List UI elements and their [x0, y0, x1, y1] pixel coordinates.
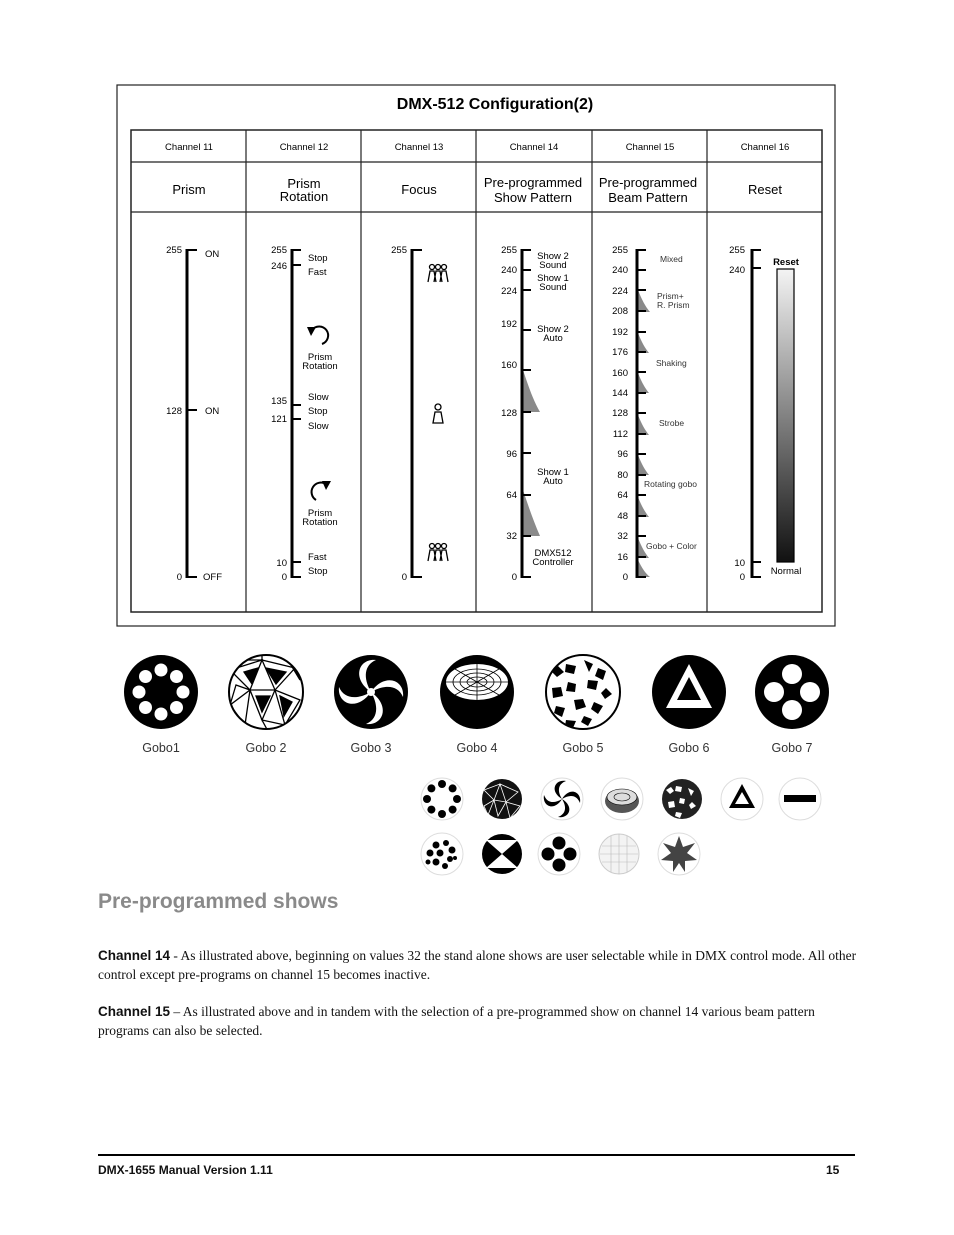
ch16-tick-240: 240: [729, 265, 745, 276]
ch14-tick-128: 128: [501, 408, 517, 419]
paragraph-channel-14-text: - As illustrated above, beginning on values 32 the stand alone shows are user selectable while in DMX control mode. All other control except pre-programs on channel 15 becomes inactive.: [98, 948, 857, 982]
ch16-function: Reset: [748, 182, 782, 197]
ch16-tick-0: 0: [739, 572, 745, 583]
ch15-label-mixed: Mixed: [660, 254, 683, 264]
ch16-tick-10: 10: [734, 558, 745, 569]
gobo-3-icon: [334, 655, 408, 729]
ch15-tick-160: 160: [612, 368, 628, 379]
small-gobo-bar-icon: [779, 778, 821, 820]
ch15-tick-224: 224: [612, 286, 628, 297]
ch14-show1-sound-1: Show 1: [537, 273, 569, 284]
ch15-function-line2: Beam Pattern: [608, 190, 688, 205]
ch15-tick-176: 176: [612, 347, 628, 358]
channel-headers: [165, 142, 789, 153]
paragraph-channel-15: [98, 1002, 858, 1040]
small-gobo-tunnel-icon: [601, 778, 643, 820]
channel-12-header: Channel 12: [279, 142, 329, 153]
ch13-tick-255: 255: [391, 245, 407, 256]
ch12-rot-label-2b: Rotation: [302, 517, 338, 528]
gobo-6-label: Gobo 6: [668, 741, 710, 755]
small-gobo-mesh-icon: [599, 834, 639, 874]
people-group-icon-bottom: [428, 544, 448, 562]
ch12-label-fast-top: Fast: [308, 267, 327, 278]
gobo-7-label: Gobo 7: [771, 741, 813, 755]
small-gobo-four-dots-icon: [538, 833, 580, 875]
ch15-tick-0: 0: [622, 572, 628, 583]
ch14-tick-224: 224: [501, 286, 517, 297]
ch15-tick-16: 16: [617, 552, 628, 563]
person-icon: [433, 404, 443, 423]
ch15-tick-192: 192: [612, 327, 628, 338]
ch14-tick-240: 240: [501, 265, 517, 276]
ch15-tick-48: 48: [617, 511, 628, 522]
ch14-tick-192: 192: [501, 319, 517, 330]
ch11-scale: [166, 245, 222, 583]
gobo-1-icon: [124, 655, 198, 729]
gobo-7-icon: [755, 655, 829, 729]
ch13-tick-0: 0: [401, 572, 407, 583]
ch15-tick-64: 64: [617, 490, 628, 501]
ch14-dmx-controller-1: DMX512: [534, 548, 572, 559]
small-gobo-hourglass-icon: [482, 834, 522, 874]
channel-16-header: Channel 16: [740, 142, 790, 153]
ch14-show2-sound-1: Show 2: [537, 251, 569, 262]
ch15-tick-208: 208: [612, 306, 628, 317]
gobo-labels: [142, 741, 812, 755]
paragraph-channel-15-text: – As illustrated above and in tandem with the selection of a pre-programmed show on channel 14 various beam pattern programs can also be selected.: [98, 1004, 815, 1038]
gobo-4-label: Gobo 4: [456, 741, 498, 755]
ch14-show2-sound-2: Sound: [539, 260, 567, 271]
ch14-tick-32: 32: [506, 531, 517, 542]
ch14-tick-0: 0: [511, 572, 517, 583]
ch14-show1-sound-2: Sound: [539, 282, 567, 293]
gobo-5-label: Gobo 5: [562, 741, 604, 755]
gobo-2-icon: [229, 650, 303, 735]
ch11-label-off: OFF: [203, 572, 222, 583]
footer-manual-version: DMX-1655 Manual Version 1.11: [98, 1163, 273, 1177]
ch15-scale: [612, 245, 697, 583]
small-gobo-texture-icon: [662, 779, 702, 819]
reset-gradient-bar: [777, 269, 794, 562]
ch15-label-rotating-gobo: Rotating gobo: [644, 479, 697, 489]
ch14-function-line2: Show Pattern: [493, 190, 573, 205]
ch12-rot-label-2a: Prism: [307, 508, 333, 519]
ch11-tick-0: 0: [176, 572, 182, 583]
ch12-scale: [271, 245, 338, 583]
ch12-tick-255: 255: [271, 245, 287, 256]
ch11-tick-128: 128: [166, 406, 182, 417]
channel-11-header: Channel 11: [165, 142, 213, 153]
rotation-ccw-icon: [307, 326, 328, 344]
ch12-tick-10: 10: [276, 558, 287, 569]
section-title: Pre-programmed shows: [98, 890, 339, 913]
ch15-label-gobo-color: Gobo + Color: [646, 541, 697, 551]
channel-13-header: Channel 13: [394, 142, 444, 153]
ch15-tick-32: 32: [617, 531, 628, 542]
ch14-scale: [501, 245, 573, 583]
ch15-tick-96: 96: [617, 449, 628, 460]
ch12-tick-135: 135: [271, 396, 287, 407]
rotation-cw-icon: [312, 481, 331, 500]
ch12-label-stop-mid: Stop: [308, 406, 328, 417]
gobo-5-icon: [546, 655, 620, 729]
ch12-label-stop-top: Stop: [308, 253, 328, 264]
small-gobo-triangle-icon: [721, 778, 763, 820]
ch14-tick-255: 255: [501, 245, 517, 256]
ch14-show1-auto-1: Show 1: [537, 467, 569, 478]
footer-rule: [98, 1154, 855, 1156]
ch14-tick-160: 160: [501, 360, 517, 371]
ch11-function: Prism: [172, 182, 206, 197]
ch15-tick-255: 255: [612, 245, 628, 256]
ch14-tick-96: 96: [506, 449, 517, 460]
channel-functions: [172, 175, 782, 205]
ch14-dmx-controller-2: Controller: [532, 557, 574, 568]
ch15-function-line1: Pre-programmed: [598, 175, 698, 190]
ch11-label-on-mid: ON: [205, 406, 220, 417]
ch12-label-stop-bottom: Stop: [308, 566, 328, 577]
ch11-tick-255: 255: [166, 245, 182, 256]
ch11-label-on-top: ON: [205, 249, 220, 260]
ch12-rot-label-1a: Prism: [307, 352, 333, 363]
channel-15-header: Channel 15: [625, 142, 675, 153]
channel-14-header: Channel 14: [509, 142, 559, 153]
small-gobo-dot-cluster-icon: [421, 833, 463, 875]
ch15-tick-112: 112: [612, 429, 628, 440]
ch14-show1-auto-2: Auto: [543, 476, 563, 487]
ch16-tick-255: 255: [729, 245, 745, 256]
ch12-tick-246: 246: [271, 261, 287, 272]
ch15-label-shaking: Shaking: [656, 358, 687, 368]
gobo-4-icon: [440, 655, 514, 729]
small-gobo-shards-icon: [482, 779, 522, 819]
ch15-tick-80: 80: [617, 470, 628, 481]
ch12-tick-0: 0: [281, 572, 287, 583]
ch13-function: Focus: [401, 182, 437, 197]
gobo-2-label: Gobo 2: [245, 741, 287, 755]
paragraph-channel-15-label: Channel 15: [98, 1004, 171, 1019]
ch15-tick-144: 144: [612, 388, 628, 399]
ch12-function-line2: Rotation: [279, 189, 329, 204]
gobo-3-label: Gobo 3: [350, 741, 392, 755]
ch15-label-strobe: Strobe: [659, 418, 685, 428]
ch15-tick-240: 240: [612, 265, 628, 276]
small-gobo-star-icon: [658, 833, 700, 875]
ch14-show2-auto-1: Show 2: [537, 324, 569, 335]
ch12-tick-121: 121: [271, 414, 287, 425]
ch14-function-line1: Pre-programmed: [483, 175, 583, 190]
footer-page-number: 15: [826, 1163, 840, 1177]
ch16-scale: [729, 245, 801, 583]
paragraph-channel-14: [98, 946, 858, 984]
ch15-tick-128: 128: [612, 408, 628, 419]
ch12-label-slow-1: Slow: [308, 392, 329, 403]
ch12-rot-label-1b: Rotation: [302, 361, 338, 372]
small-gobo-swirl-icon: [541, 778, 583, 820]
ch12-label-fast-bottom: Fast: [308, 552, 327, 563]
ch15-label-prism-plus: Prism+: [657, 291, 684, 301]
ch12-label-slow-2: Slow: [308, 421, 329, 432]
ch12-function-line1: Prism: [287, 176, 321, 191]
paragraph-channel-14-label: Channel 14: [98, 948, 171, 963]
ch14-tick-64: 64: [506, 490, 517, 501]
ch13-scale: [391, 245, 448, 583]
small-gobo-dots-ring-icon: [421, 778, 463, 820]
gobo-6-icon: [652, 655, 726, 729]
ch16-label-normal: Normal: [770, 566, 802, 577]
people-group-icon-top: [428, 265, 448, 283]
ch14-show2-auto-2: Auto: [543, 333, 563, 344]
gobo-1-label: Gobo1: [142, 741, 180, 755]
ch16-label-reset: Reset: [773, 257, 799, 268]
ch15-label-r-prism: R. Prism: [657, 300, 690, 310]
diagram-title: DMX-512 Configuration(2): [396, 96, 594, 113]
